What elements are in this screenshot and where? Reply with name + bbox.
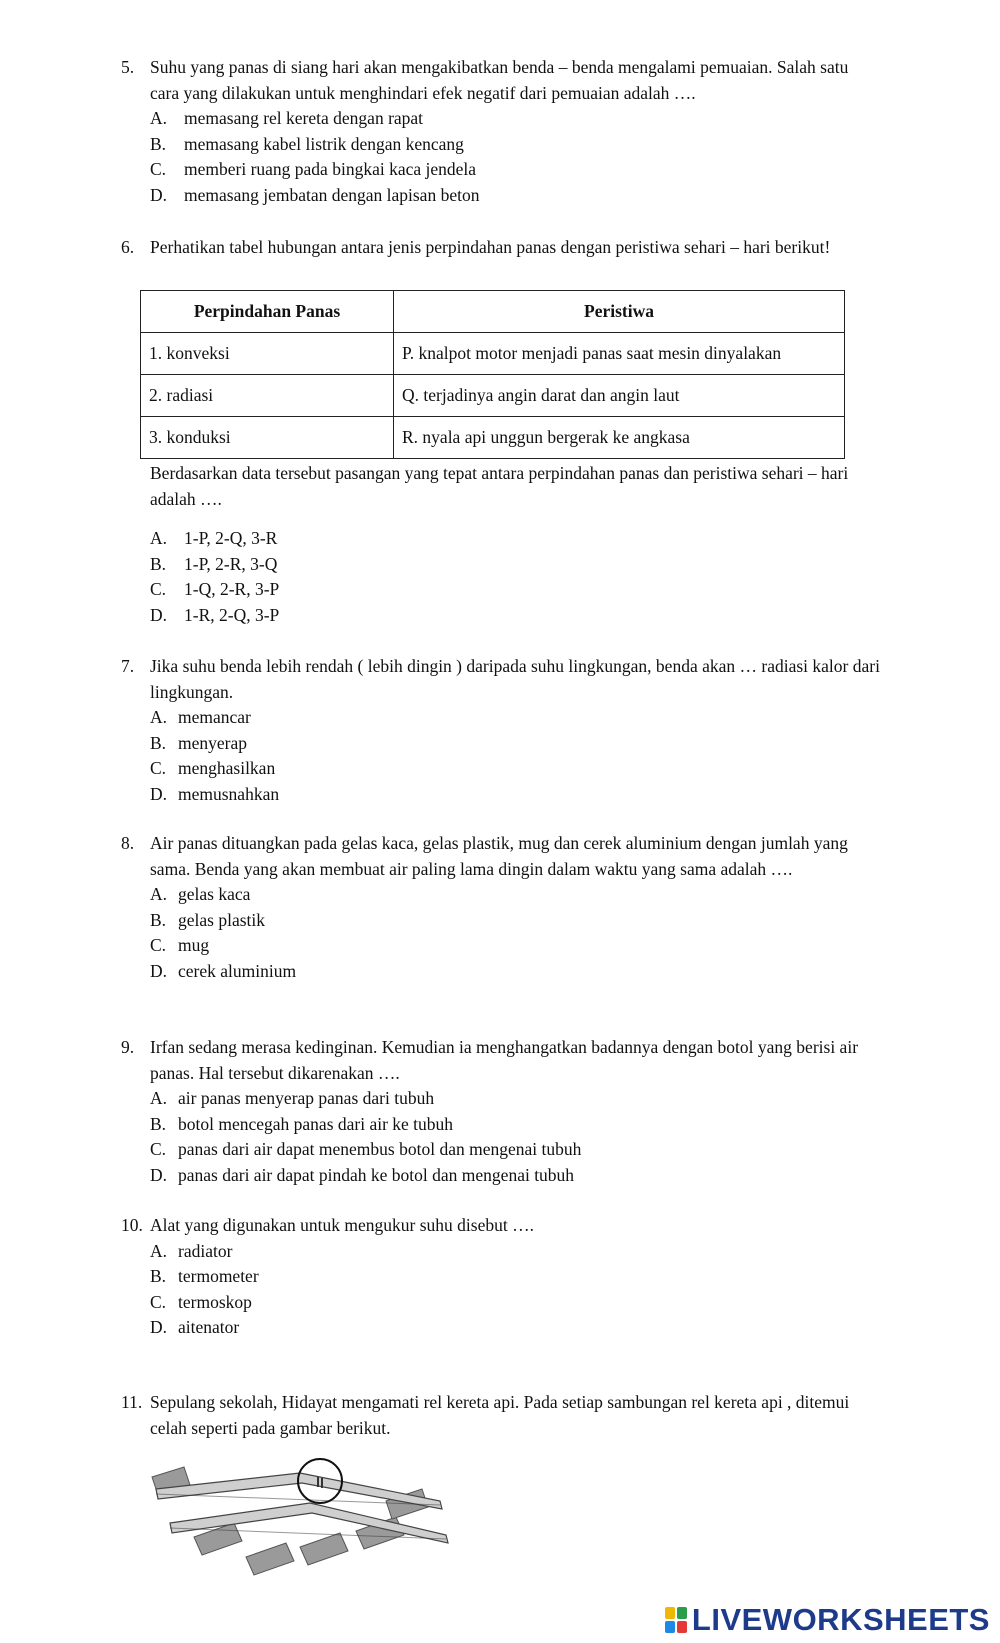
option-list — [150, 526, 850, 628]
option-d[interactable]: D. memusnahkan — [150, 783, 280, 804]
question-stem: Suhu yang panas di siang hari akan mengakibatkan benda – benda mengalami pemuaian. Salah satu cara yang dilakukan untuk menghindari efek negatif dari pemuaian adalah …. — [150, 57, 849, 103]
option-a[interactable]: A. radiator — [150, 1240, 233, 1261]
option-a[interactable]: A. memancar — [150, 707, 251, 727]
option-d[interactable]: D. aitenator — [150, 1317, 240, 1337]
option-d[interactable]: D. panas dari air dapat pindah ke botol dan mengenai tubuh — [150, 1164, 575, 1185]
table-cell: 3. konduksi — [141, 417, 394, 459]
question-number: 7. — [121, 656, 135, 676]
table-header: Perpindahan Panas — [141, 291, 394, 333]
heat-transfer-table — [140, 290, 845, 459]
question-number: 11. — [121, 1392, 143, 1412]
option-list — [150, 106, 881, 208]
question-6-continuation — [150, 461, 850, 628]
question-7 — [121, 654, 881, 807]
question-stem: Jika suhu benda lebih rendah ( lebih dingin ) daripada suhu lingkungan, benda akan … radiasi kalor dari lingkungan. — [150, 656, 880, 702]
option-c[interactable]: C. 1-Q, 2-R, 3-P — [150, 579, 280, 599]
option-b[interactable]: B. termometer — [150, 1266, 259, 1286]
question-stem-continued: Berdasarkan data tersebut pasangan yang tepat antara perpindahan panas dan peristiwa sehari – hari adalah …. — [150, 463, 849, 509]
option-a[interactable]: A. memasang rel kereta dengan rapat — [150, 108, 424, 128]
rail-track-illustration — [150, 1437, 450, 1582]
option-c[interactable]: C. mug — [150, 935, 210, 955]
table-header: Peristiwa — [394, 291, 845, 333]
question-number: 8. — [121, 833, 135, 853]
option-b[interactable]: B. menyerap — [150, 732, 247, 753]
question-stem: Alat yang digunakan untuk mengukur suhu disebut …. — [150, 1215, 534, 1235]
question-stem: Sepulang sekolah, Hidayat mengamati rel kereta api. Pada setiap sambungan rel kereta api , ditemui celah seperti pada gambar berikut. — [150, 1392, 850, 1438]
option-c[interactable]: C. termoskop — [150, 1291, 252, 1312]
question-10 — [121, 1213, 881, 1341]
question-stem: Perhatikan tabel hubungan antara jenis perpindahan panas dengan peristiwa sehari – hari berikut! — [150, 237, 831, 257]
question-stem: Irfan sedang merasa kedinginan. Kemudian ia menghangatkan badannya dengan botol yang berisi air panas. Hal tersebut dikarenakan …. — [150, 1037, 859, 1083]
table-cell: 1. konveksi — [141, 333, 394, 375]
table-header-row — [141, 291, 845, 333]
option-list — [150, 705, 881, 807]
option-list — [150, 1086, 881, 1188]
table-cell: R. nyala api unggun bergerak ke angkasa — [394, 417, 845, 459]
option-a[interactable]: A. 1-P, 2-Q, 3-R — [150, 528, 278, 548]
question-8 — [121, 831, 881, 984]
option-d[interactable]: D. 1-R, 2-Q, 3-P — [150, 604, 280, 625]
question-6 — [121, 235, 881, 261]
question-stem: Air panas dituangkan pada gelas kaca, gelas plastik, mug dan cerek aluminium dengan jumlah yang sama. Benda yang akan membuat air paling lama dingin dalam waktu yang sama adalah …. — [150, 833, 848, 879]
option-list — [150, 1239, 881, 1341]
table-row — [141, 375, 845, 417]
option-b[interactable]: B. memasang kabel listrik dengan kencang — [150, 133, 464, 154]
brand-name: LIVEWORKSHEETS — [691, 1602, 990, 1637]
question-number: 10. — [121, 1215, 143, 1235]
table-cell: 2. radiasi — [141, 375, 394, 417]
liveworksheets-logo — [665, 1602, 990, 1638]
option-c[interactable]: C. memberi ruang pada bingkai kaca jendela — [150, 159, 477, 179]
question-number: 9. — [121, 1037, 135, 1057]
option-c[interactable]: C. panas dari air dapat menembus botol dan mengenai tubuh — [150, 1139, 582, 1159]
question-number: 5. — [121, 57, 135, 77]
question-11 — [121, 1390, 881, 1441]
option-b[interactable]: B. 1-P, 2-R, 3-Q — [150, 553, 278, 574]
option-b[interactable]: B. botol mencegah panas dari air ke tubuh — [150, 1113, 454, 1134]
option-d[interactable]: D. cerek aluminium — [150, 960, 297, 981]
option-c[interactable]: C. menghasilkan — [150, 758, 276, 778]
question-number: 6. — [121, 237, 135, 257]
logo-mark-icon — [665, 1607, 687, 1633]
option-a[interactable]: A. gelas kaca — [150, 884, 251, 904]
table-row — [141, 333, 845, 375]
question-5 — [121, 55, 881, 208]
table-cell: Q. terjadinya angin darat dan angin laut — [394, 375, 845, 417]
question-9 — [121, 1035, 881, 1188]
option-list — [150, 882, 881, 984]
option-d[interactable]: D. memasang jembatan dengan lapisan beton — [150, 184, 480, 205]
table-row — [141, 417, 845, 459]
option-a[interactable]: A. air panas menyerap panas dari tubuh — [150, 1088, 435, 1108]
table-cell: P. knalpot motor menjadi panas saat mesin dinyalakan — [394, 333, 845, 375]
option-b[interactable]: B. gelas plastik — [150, 909, 265, 930]
